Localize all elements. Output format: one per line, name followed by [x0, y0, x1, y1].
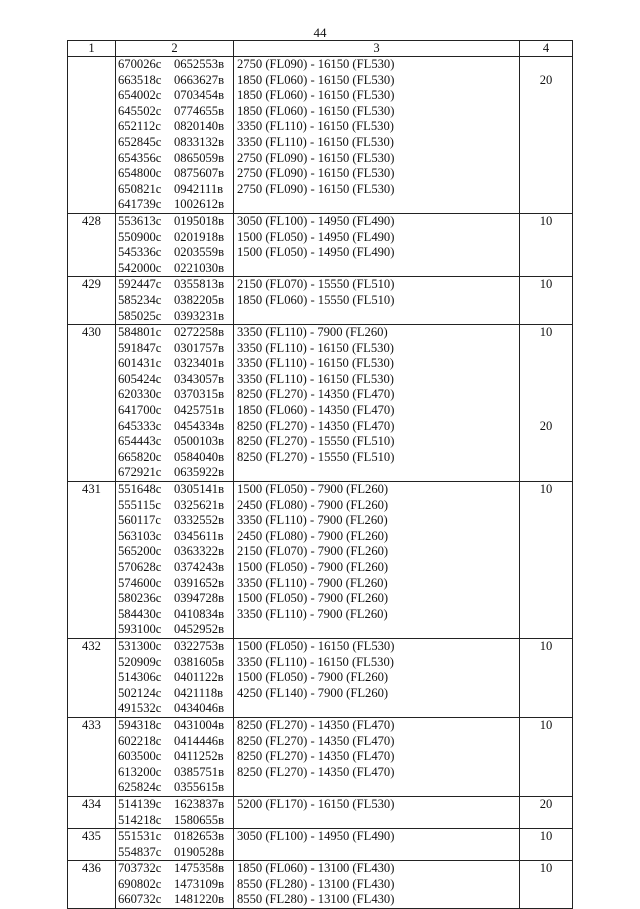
altitude-cell: [234, 325, 520, 482]
page-number: 44: [313, 25, 327, 40]
altitude-range: 3350 (FL110) - 16150 (FL530): [237, 356, 394, 371]
latitude: 551648с: [118, 482, 162, 497]
latitude: 641739с: [118, 197, 162, 212]
table-row: [68, 829, 573, 861]
latitude: 570628с: [118, 560, 162, 574]
coordinate-pair: [116, 277, 233, 293]
longitude: 0394728в: [174, 591, 225, 606]
coordinates-cell: [116, 213, 234, 276]
altitude-cell: [234, 861, 520, 909]
coordinate-pair: [116, 544, 233, 560]
width-value: 10: [539, 325, 553, 340]
longitude: 0584040в: [174, 449, 225, 464]
altitude-range: 1500 (FL050) - 14950 (FL490): [237, 245, 395, 260]
coordinate-pair: [116, 166, 233, 182]
altitude-cell: [234, 717, 520, 796]
latitude: 563103с: [118, 528, 162, 543]
coordinate-pair: [116, 450, 233, 466]
latitude: 514139с: [118, 796, 162, 811]
zone-number: 435: [68, 829, 116, 861]
latitude: 601431с: [118, 356, 162, 371]
altitude-range: 1500 (FL050) - 7900 (FL260): [237, 482, 389, 497]
latitude: 560117с: [118, 513, 161, 528]
longitude: 0875607в: [174, 166, 225, 181]
latitude: 593100с: [118, 622, 162, 637]
longitude: 0434046в: [174, 701, 225, 716]
width-cell: [520, 717, 573, 796]
zone-number: 433: [68, 717, 116, 796]
table-row: [68, 213, 573, 276]
latitude: 660732с: [118, 892, 162, 907]
longitude: 0323401в: [174, 356, 225, 371]
zone-number: 434: [68, 796, 116, 828]
latitude: 585234с: [118, 292, 162, 307]
longitude: 0325621в: [174, 497, 225, 512]
header-col-3: 3: [234, 41, 520, 57]
coordinate-pair: [116, 686, 233, 702]
altitude-range: 8250 (FL270) - 15550 (FL510): [237, 434, 395, 449]
width-value: 10: [539, 277, 553, 292]
longitude: 0833132в: [174, 134, 225, 149]
coordinate-pair: [116, 591, 233, 607]
coordinate-pair: [116, 356, 233, 372]
coordinate-pair: [116, 245, 233, 261]
width-value: [520, 403, 572, 419]
coordinate-pair: [116, 877, 233, 893]
altitude-range: 2450 (FL080) - 7900 (FL260): [237, 528, 389, 543]
altitude-range: 8550 (FL280) - 13100 (FL430): [237, 892, 395, 907]
latitude: 665820с: [118, 449, 162, 464]
latitude: 654002с: [118, 88, 162, 103]
altitude-range: 3050 (FL100) - 14950 (FL490): [237, 829, 395, 844]
altitude-range: 2750 (FL090) - 16150 (FL530): [237, 181, 395, 196]
altitude-range: 3350 (FL110) - 7900 (FL260): [237, 606, 388, 621]
latitude: 602218с: [118, 733, 162, 748]
longitude: 1002612в: [174, 197, 225, 212]
zone-number: 429: [68, 277, 116, 325]
table-row: [68, 638, 573, 717]
latitude: 514306с: [118, 670, 162, 685]
altitude-range: 1500 (FL050) - 14950 (FL490): [237, 229, 395, 244]
table-row: [68, 796, 573, 828]
altitude-range: 2750 (FL090) - 16150 (FL530): [237, 57, 395, 71]
coordinate-pair: [116, 73, 233, 89]
coordinate-pair: [116, 119, 233, 135]
coordinate-pair: [116, 797, 233, 813]
latitude: 703732с: [118, 861, 162, 876]
longitude: 0652553в: [174, 57, 225, 71]
latitude: 551531с: [118, 829, 162, 844]
longitude: 0385751в: [174, 764, 225, 779]
altitude-range: 1500 (FL050) - 7900 (FL260): [237, 591, 389, 606]
latitude: 605424с: [118, 371, 162, 386]
longitude: 0421118в: [174, 685, 224, 700]
altitude-range: 8250 (FL270) - 14350 (FL470): [237, 764, 395, 779]
table-row: [68, 325, 573, 482]
latitude: 554837с: [118, 844, 162, 859]
latitude: 531300с: [118, 638, 162, 653]
coordinate-pair: [116, 182, 233, 198]
coordinate-pair: [116, 639, 233, 655]
coordinate-pair: [116, 576, 233, 592]
width-value: 10: [539, 638, 553, 653]
coordinates-cell: [116, 829, 234, 861]
longitude: 0305141в: [174, 482, 225, 497]
altitude-range: 4250 (FL140) - 7900 (FL260): [237, 685, 389, 700]
coordinate-pair: [116, 261, 233, 277]
width-value: 20: [539, 796, 553, 811]
longitude: 0363322в: [174, 544, 225, 559]
latitude: 620330с: [118, 387, 162, 402]
altitude-range: 1850 (FL060) - 16150 (FL530): [237, 72, 395, 87]
longitude: 0820140в: [174, 119, 225, 134]
altitude-range: 1850 (FL060) - 14350 (FL470): [237, 403, 395, 418]
zone-number: 430: [68, 325, 116, 482]
zone-number: 436: [68, 861, 116, 909]
latitude: 520909с: [118, 654, 162, 669]
longitude: 0201918в: [174, 229, 225, 244]
coordinate-pair: [116, 57, 233, 73]
coordinate-pair: [116, 482, 233, 498]
table-header-row: [68, 41, 573, 57]
width-value: 10: [539, 717, 553, 732]
longitude: 0635922в: [174, 465, 225, 480]
longitude: 0401122в: [174, 670, 224, 685]
coordinate-pair: [116, 765, 233, 781]
altitude-range: 1850 (FL060) - 16150 (FL530): [237, 103, 395, 118]
coordinate-pair: [116, 465, 233, 481]
longitude: 0374243в: [174, 560, 225, 574]
longitude: 1481220в: [174, 892, 225, 907]
latitude: 574600с: [118, 575, 162, 590]
latitude: 555115с: [118, 497, 161, 512]
table-row: [68, 277, 573, 325]
altitude-range: 1850 (FL060) - 13100 (FL430): [237, 861, 395, 876]
zone-number: 431: [68, 482, 116, 639]
width-cell: [520, 57, 573, 214]
table-row: [68, 861, 573, 909]
longitude: 0663627в: [174, 72, 225, 87]
width-value: 10: [539, 213, 553, 228]
width-value: [520, 341, 572, 357]
longitude: 0454334в: [174, 418, 225, 433]
longitude: 0221030в: [174, 260, 225, 275]
longitude: 0382205в: [174, 292, 225, 307]
altitude-range: 1850 (FL060) - 15550 (FL510): [237, 292, 395, 307]
longitude: 0355813в: [174, 277, 225, 292]
altitude-range: 8250 (FL270) - 14350 (FL470): [237, 387, 395, 402]
zone-number: 432: [68, 638, 116, 717]
altitude-range: 5200 (FL170) - 16150 (FL530): [237, 796, 395, 811]
longitude: 0865059в: [174, 150, 225, 165]
longitude: 0355615в: [174, 780, 225, 795]
width-cell: [520, 277, 573, 325]
coordinate-pair: [116, 197, 233, 213]
latitude: 584801с: [118, 325, 162, 340]
longitude: 0332552в: [174, 513, 225, 528]
coordinate-pair: [116, 829, 233, 845]
width-cell: [520, 325, 573, 482]
latitude: 613200с: [118, 764, 162, 779]
coordinate-pair: [116, 293, 233, 309]
latitude: 592447с: [118, 277, 162, 292]
altitude-range: 1850 (FL060) - 16150 (FL530): [237, 88, 395, 103]
altitude-cell: [234, 638, 520, 717]
width-value: [520, 372, 572, 388]
latitude: 652112с: [118, 119, 161, 134]
coordinate-pair: [116, 560, 233, 576]
longitude: 0431004в: [174, 717, 225, 732]
table-row: [68, 717, 573, 796]
coordinate-pair: [116, 670, 233, 686]
latitude: 654356с: [118, 150, 162, 165]
coordinate-pair: [116, 749, 233, 765]
coordinate-pair: [116, 655, 233, 671]
coordinate-pair: [116, 230, 233, 246]
latitude: 603500с: [118, 749, 162, 764]
altitude-range: 8550 (FL280) - 13100 (FL430): [237, 876, 395, 891]
altitude-range: 8250 (FL270) - 14350 (FL470): [237, 717, 395, 732]
altitude-cell: [234, 57, 520, 214]
coordinate-pair: [116, 701, 233, 717]
table-row: [68, 482, 573, 639]
coordinate-pair: [116, 845, 233, 861]
coordinate-pair: [116, 135, 233, 151]
coordinate-pair: [116, 734, 233, 750]
width-value: 20: [539, 72, 553, 87]
coordinates-cell: [116, 717, 234, 796]
altitude-cell: [234, 277, 520, 325]
coordinate-pair: [116, 151, 233, 167]
longitude: 0272258в: [174, 325, 225, 340]
altitude-range: 8250 (FL270) - 14350 (FL470): [237, 418, 395, 433]
coordinate-pair: [116, 892, 233, 908]
longitude: 0391652в: [174, 575, 225, 590]
coordinates-cell: [116, 482, 234, 639]
latitude: 491532с: [118, 701, 162, 716]
latitude: 553613с: [118, 213, 162, 228]
width-value: [520, 356, 572, 372]
coordinate-pair: [116, 403, 233, 419]
width-value: 20: [539, 418, 553, 433]
coordinates-cell: [116, 277, 234, 325]
coordinate-pair: [116, 309, 233, 325]
coordinate-pair: [116, 718, 233, 734]
coordinate-pair: [116, 419, 233, 435]
coordinate-pair: [116, 387, 233, 403]
longitude: 0370315в: [174, 387, 225, 402]
latitude: 550900с: [118, 229, 162, 244]
longitude: 0301757в: [174, 340, 225, 355]
coordinate-pair: [116, 529, 233, 545]
altitude-range: 8250 (FL270) - 14350 (FL470): [237, 733, 395, 748]
latitude: 565200с: [118, 544, 162, 559]
width-cell: [520, 638, 573, 717]
latitude: 542000с: [118, 260, 162, 275]
width-value: [520, 57, 572, 73]
zone-number: [68, 57, 116, 214]
longitude: 0190528в: [174, 844, 225, 859]
header-col-2: 2: [116, 41, 234, 57]
coordinate-pair: [116, 434, 233, 450]
altitude-cell: [234, 829, 520, 861]
coordinate-pair: [116, 498, 233, 514]
coordinate-pair: [116, 861, 233, 877]
coordinate-pair: [116, 325, 233, 341]
altitude-range: 2450 (FL080) - 7900 (FL260): [237, 497, 389, 512]
longitude: 0452952в: [174, 622, 225, 637]
latitude: 650821с: [118, 181, 162, 196]
latitude: 514218с: [118, 812, 162, 827]
coordinates-cell: [116, 861, 234, 909]
altitude-cell: [234, 482, 520, 639]
latitude: 672921с: [118, 465, 162, 480]
longitude: 1580655в: [174, 812, 225, 827]
longitude: 1473109в: [174, 876, 225, 891]
width-cell: [520, 861, 573, 909]
longitude: 0774655в: [174, 103, 225, 118]
longitude: 0393231в: [174, 308, 225, 323]
width-value: 10: [539, 861, 553, 876]
width-value: 10: [539, 829, 553, 844]
longitude: 0500103в: [174, 434, 225, 449]
width-value: [520, 387, 572, 403]
coordinate-pair: [116, 780, 233, 796]
coordinate-pair: [116, 813, 233, 829]
latitude: 690802с: [118, 876, 162, 891]
altitude-range: 3350 (FL110) - 16150 (FL530): [237, 119, 394, 134]
latitude: 654443с: [118, 434, 162, 449]
latitude: 594318с: [118, 717, 162, 732]
table-row: [68, 57, 573, 214]
altitude-range: 2750 (FL090) - 16150 (FL530): [237, 150, 395, 165]
longitude: 0381605в: [174, 654, 225, 669]
coordinate-pair: [116, 104, 233, 120]
zone-number: 428: [68, 213, 116, 276]
coordinates-cell: [116, 796, 234, 828]
altitude-cell: [234, 796, 520, 828]
altitude-range: 3350 (FL110) - 16150 (FL530): [237, 340, 394, 355]
coordinates-cell: [116, 638, 234, 717]
longitude: 0322753в: [174, 638, 225, 653]
altitude-cell: [234, 213, 520, 276]
altitude-range: 3350 (FL110) - 7900 (FL260): [237, 575, 388, 590]
latitude: 645502с: [118, 103, 162, 118]
header-col-1: 1: [68, 41, 116, 57]
airspace-table: [67, 40, 573, 909]
coordinate-pair: [116, 513, 233, 529]
coordinate-pair: [116, 607, 233, 623]
latitude: 641700с: [118, 403, 162, 418]
latitude: 545336с: [118, 245, 162, 260]
longitude: 0411252в: [174, 749, 224, 764]
width-cell: [520, 482, 573, 639]
coordinates-cell: [116, 325, 234, 482]
coordinates-cell: [116, 57, 234, 214]
longitude: 0203559в: [174, 245, 225, 260]
latitude: 591847с: [118, 340, 162, 355]
latitude: 652845с: [118, 134, 162, 149]
longitude: 1623837в: [174, 796, 225, 811]
longitude: 0410834в: [174, 606, 225, 621]
coordinate-pair: [116, 214, 233, 230]
altitude-range: 3350 (FL110) - 7900 (FL260): [237, 513, 388, 528]
altitude-range: 1500 (FL050) - 7900 (FL260): [237, 670, 389, 685]
latitude: 585025с: [118, 308, 162, 323]
coordinate-pair: [116, 341, 233, 357]
latitude: 625824с: [118, 780, 162, 795]
longitude: 0414446в: [174, 733, 225, 748]
altitude-range: 3350 (FL110) - 16150 (FL530): [237, 654, 394, 669]
longitude: 0343057в: [174, 371, 225, 386]
coordinate-pair: [116, 372, 233, 388]
latitude: 502124с: [118, 685, 162, 700]
width-cell: [520, 213, 573, 276]
longitude: 0182653в: [174, 829, 225, 844]
altitude-range: 8250 (FL270) - 14350 (FL470): [237, 749, 395, 764]
longitude: 1475358в: [174, 861, 225, 876]
width-value: 10: [539, 482, 553, 497]
latitude: 663518с: [118, 72, 162, 87]
longitude: 0703454в: [174, 88, 225, 103]
longitude: 0195018в: [174, 213, 225, 228]
longitude: 0425751в: [174, 403, 225, 418]
width-cell: [520, 796, 573, 828]
latitude: 654800с: [118, 166, 162, 181]
altitude-range: 2750 (FL090) - 16150 (FL530): [237, 166, 395, 181]
latitude: 645333с: [118, 418, 162, 433]
coordinate-pair: [116, 88, 233, 104]
longitude: 0942111в: [174, 181, 224, 196]
header-col-4: 4: [520, 41, 573, 57]
latitude: 580236с: [118, 591, 162, 606]
width-cell: [520, 829, 573, 861]
altitude-range: 2150 (FL070) - 15550 (FL510): [237, 277, 395, 292]
altitude-range: 8250 (FL270) - 15550 (FL510): [237, 449, 395, 464]
altitude-range: 1500 (FL050) - 7900 (FL260): [237, 560, 389, 574]
altitude-range: 3350 (FL110) - 16150 (FL530): [237, 371, 394, 386]
latitude: 584430с: [118, 606, 162, 621]
altitude-range: 3050 (FL100) - 14950 (FL490): [237, 213, 395, 228]
altitude-range: 3350 (FL110) - 7900 (FL260): [237, 325, 388, 340]
altitude-range: 3350 (FL110) - 16150 (FL530): [237, 134, 394, 149]
coordinate-pair: [116, 622, 233, 638]
longitude: 0345611в: [174, 528, 224, 543]
altitude-range: 1500 (FL050) - 16150 (FL530): [237, 638, 395, 653]
latitude: 670026с: [118, 57, 162, 71]
altitude-range: 2150 (FL070) - 7900 (FL260): [237, 544, 389, 559]
